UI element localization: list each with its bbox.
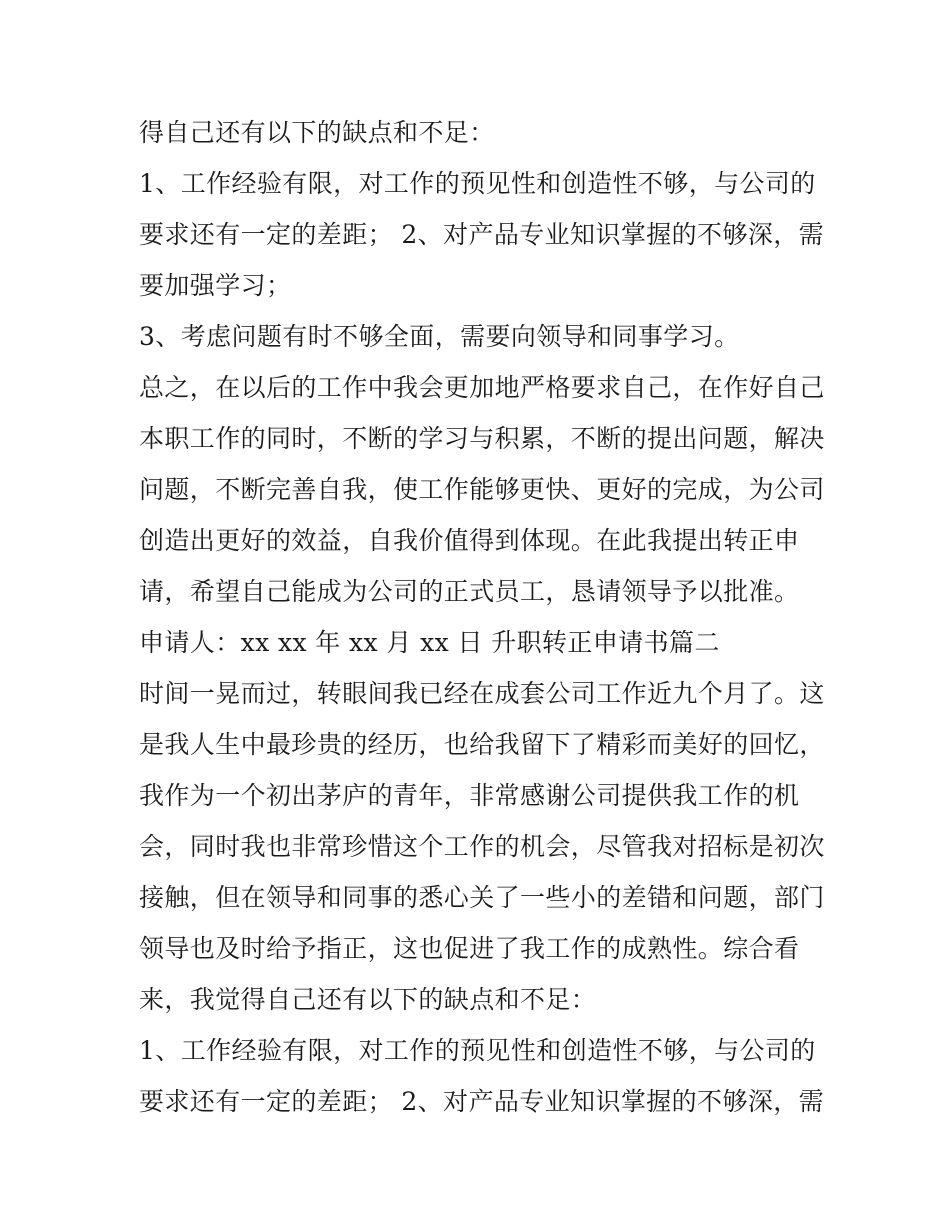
text-line: 1、工作经验有限，对工作的预见性和创造性不够，与公司的 xyxy=(139,169,816,198)
text-line: 问题，不断完善自我，使工作能够更快、更好的完成，为公司 xyxy=(139,475,825,504)
text-line: 要求还有一定的差距； 2、对产品专业知识掌握的不够深，需 xyxy=(139,220,825,249)
text-line: 要求还有一定的差距； 2、对产品专业知识掌握的不够深，需 xyxy=(139,1087,825,1116)
text-line: 3、考虑问题有时不够全面，需要向领导和同事学习。 xyxy=(139,322,740,351)
text-line: 会，同时我也非常珍惜这个工作的机会，尽管我对招标是初次 xyxy=(139,832,825,861)
text-line: 我作为一个初出茅庐的青年，非常感谢公司提供我工作的机 xyxy=(139,781,800,810)
text-line: 时间一晃而过，转眼间我已经在成套公司工作近九个月了。这 xyxy=(139,679,825,708)
text-line: 申请人：xx xx 年 xx 月 xx 日 升职转正申请书篇二 xyxy=(139,628,720,657)
text-line: 总之，在以后的工作中我会更加地严格要求自己，在作好自己 xyxy=(139,373,825,402)
text-line: 接触，但在领导和同事的悉心关了一些小的差错和问题，部门 xyxy=(139,883,825,912)
text-line: 领导也及时给予指正，这也促进了我工作的成熟性。综合看 xyxy=(139,934,800,963)
text-line: 创造出更好的效益，自我价值得到体现。在此我提出转正申 xyxy=(139,526,800,555)
text-line: 本职工作的同时，不断的学习与积累，不断的提出问题，解决 xyxy=(139,424,825,453)
text-line: 1、工作经验有限，对工作的预见性和创造性不够，与公司的 xyxy=(139,1036,816,1065)
text-line: 来，我觉得自己还有以下的缺点和不足： xyxy=(139,985,597,1014)
text-line: 是我人生中最珍贵的经历，也给我留下了精彩而美好的回忆， xyxy=(139,730,825,759)
document-body xyxy=(139,107,829,1127)
text-line: 得自己还有以下的缺点和不足： xyxy=(139,118,495,147)
text-line: 要加强学习； xyxy=(139,271,292,300)
text-line: 请，希望自己能成为公司的正式员工，恳请领导予以批准。 xyxy=(139,577,800,606)
